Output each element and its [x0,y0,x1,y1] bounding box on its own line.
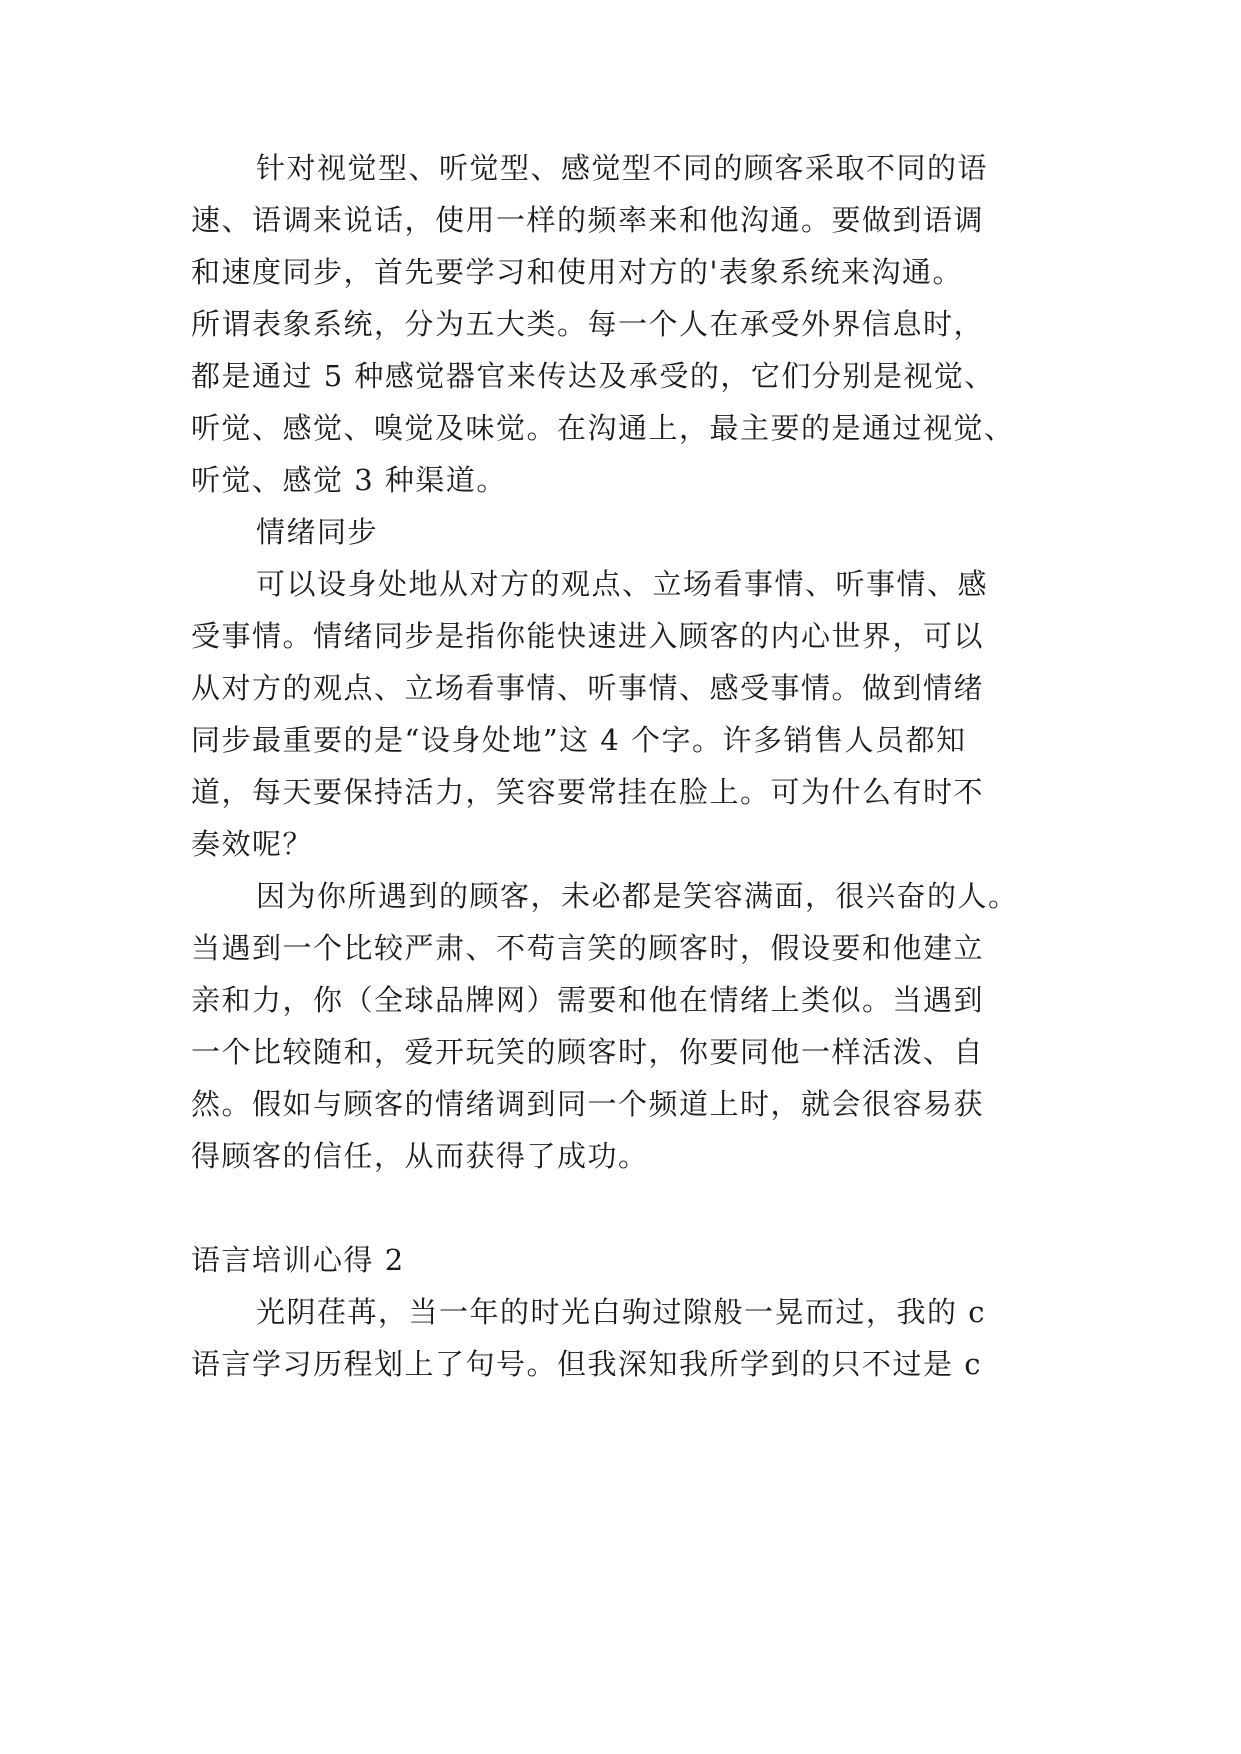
paragraph-2-line-2: 受事情。情绪同步是指你能快速进入顾客的内心世界，可以 [191,619,985,653]
paragraph-1-line-2: 速、语调来说话，使用一样的频率来和他沟通。要做到语调 [191,203,985,237]
paragraph-2-line-1: 可以设身处地从对方的观点、立场看事情、听事情、感 [256,567,989,601]
paragraph-1-line-4: 所谓表象系统，分为五大类。每一个人在承受外界信息时， [191,307,985,341]
paragraph-2-line-4: 同步最重要的是“设身处地”这 4 个字。许多销售人员都知 [191,723,967,757]
paragraph-1-line-3: 和速度同步，首先要学习和使用对方的'表象系统来沟通。 [191,255,963,289]
paragraph-1-line-1: 针对视觉型、听觉型、感觉型不同的顾客采取不同的语 [256,151,989,185]
paragraph-2-line-6: 奏效呢？ [191,827,314,861]
paragraph-3-line-1: 因为你所遇到的顾客，未必都是笑容满面，很兴奋的人。 [256,879,1019,913]
paragraph-4-line-2: 语言学习历程划上了句号。但我深知我所学到的只不过是 c [191,1347,982,1381]
paragraph-1-line-5: 都是通过 5 种感觉器官来传达及承受的，它们分别是视觉、 [191,359,995,393]
section-title: 语言培训心得 2 [191,1243,405,1277]
paragraph-3-line-3: 亲和力，你（全球品牌网）需要和他在情绪上类似。当遇到 [191,983,985,1017]
paragraph-1-line-6: 听觉、感觉、嗅觉及味觉。在沟通上，最主要的是通过视觉、 [191,411,1015,445]
paragraph-3-line-4: 一个比较随和，爱开玩笑的顾客时，你要同他一样活泼、自 [191,1035,985,1069]
paragraph-4-line-1: 光阴荏苒，当一年的时光白驹过隙般一晃而过，我的 c [256,1295,986,1329]
paragraph-2-line-3: 从对方的观点、立场看事情、听事情、感受事情。做到情绪 [191,671,985,705]
paragraph-3-line-6: 得顾客的信任，从而获得了成功。 [191,1139,649,1173]
subheading: 情绪同步 [256,515,379,549]
paragraph-1-line-7: 听觉、感觉 3 种渠道。 [191,463,507,497]
paragraph-3-line-2: 当遇到一个比较严肃、不苟言笑的顾客时，假设要和他建立 [191,931,985,965]
paragraph-3-line-5: 然。假如与顾客的情绪调到同一个频道上时，就会很容易获 [191,1087,985,1121]
paragraph-2-line-5: 道，每天要保持活力，笑容要常挂在脸上。可为什么有时不 [191,775,985,809]
